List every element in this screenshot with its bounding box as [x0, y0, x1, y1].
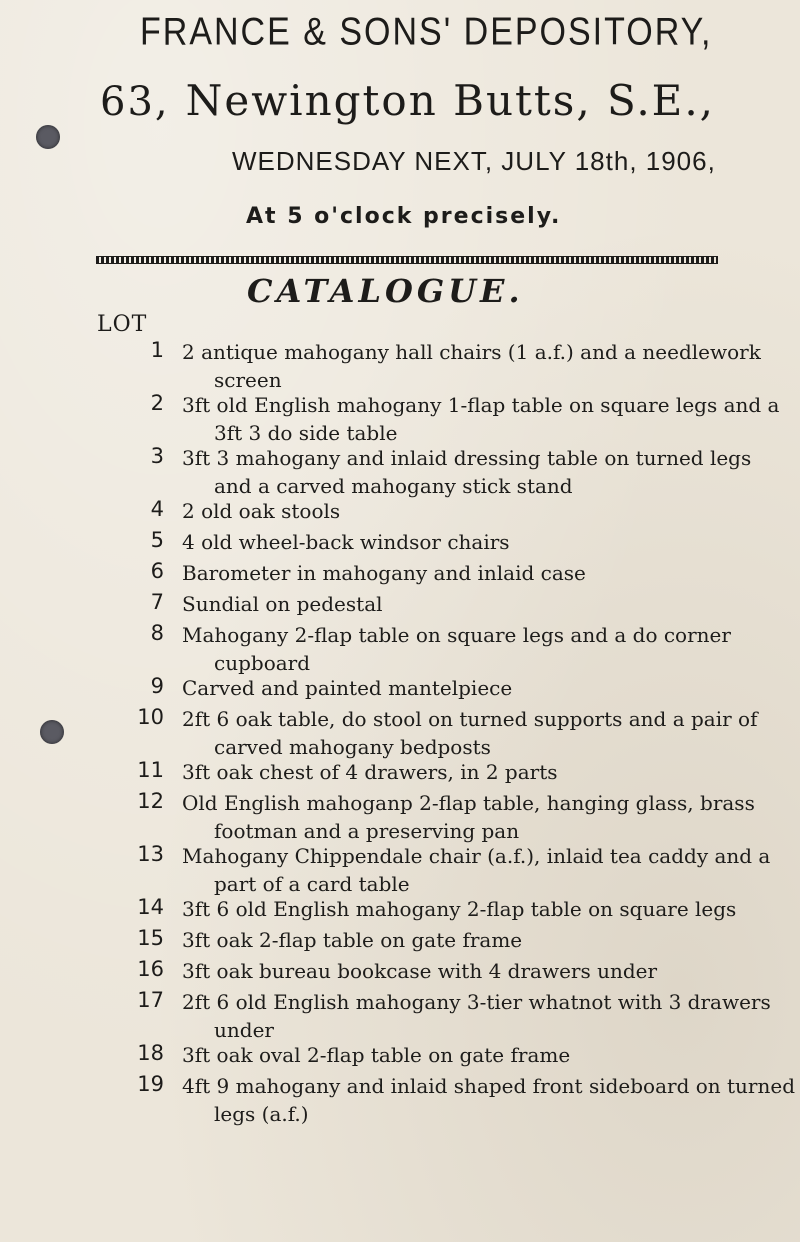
lot-description — [182, 528, 742, 556]
lot-description-line: part of a card table — [214, 872, 410, 896]
lot-number: 4 — [150, 497, 164, 521]
lot-description — [182, 559, 742, 587]
ornamental-rule — [96, 256, 718, 264]
lot-description-line: 3ft oak chest of 4 drawers, in 2 parts — [182, 760, 558, 784]
lot-description — [182, 758, 742, 786]
street-number: 63, — [100, 79, 170, 125]
lot-description-line: 2ft 6 oak table, do stool on turned supports and a pair of — [182, 707, 758, 731]
street-address: Newington Butts, S.E., — [185, 76, 716, 125]
lot-description-line: 2ft 6 old English mahogany 3-tier whatnot with 3 drawers — [182, 990, 771, 1014]
lot-description — [182, 497, 742, 525]
lot-description — [182, 674, 742, 702]
lot-description-line: Old English mahoganp 2-flap table, hanging glass, brass — [182, 791, 755, 815]
lot-description-line: 3ft oak oval 2-flap table on gate frame — [182, 1043, 571, 1067]
lot-description-line: Mahogany 2-flap table on square legs and a do corner — [182, 623, 731, 647]
lot-description — [182, 1041, 742, 1069]
sale-time: At 5 o'clock precisely. — [246, 204, 562, 229]
lot-description-line: 3ft old English mahogany 1-flap table on square legs and a — [182, 393, 780, 417]
lot-number: 18 — [137, 1041, 164, 1065]
lot-number: 16 — [137, 957, 164, 981]
lot-description — [182, 957, 742, 985]
lot-description-line: under — [214, 1018, 274, 1042]
catalogue-title: CATALOGUE. — [247, 272, 524, 310]
lot-description-line: and a carved mahogany stick stand — [214, 474, 573, 498]
lot-description-line: Barometer in mahogany and inlaid case — [182, 561, 586, 585]
lot-description-line: 2 old oak stools — [182, 499, 341, 523]
lot-description-line: footman and a preserving pan — [214, 819, 520, 843]
lot-description — [182, 926, 742, 954]
lot-description-line: 3ft 6 old English mahogany 2-flap table on square legs — [182, 897, 737, 921]
lot-description-line: Sundial on pedestal — [182, 592, 383, 616]
lot-description — [182, 789, 755, 845]
lot-number: 12 — [137, 789, 164, 813]
lot-description-line: legs (a.f.) — [214, 1102, 309, 1126]
lot-number: 2 — [150, 391, 164, 415]
lot-description-line: 3ft 3 do side table — [214, 421, 398, 445]
lot-description-line: 4ft 9 mahogany and inlaid shaped front sideboard on turned — [182, 1074, 796, 1098]
lot-description — [182, 621, 742, 677]
lot-description-line: 4 old wheel-back windsor chairs — [182, 530, 510, 554]
lot-number: 3 — [150, 444, 164, 468]
lot-number: 1 — [150, 338, 164, 362]
lot-number: 7 — [150, 590, 164, 614]
lot-number: 11 — [137, 758, 164, 782]
lot-description — [182, 444, 752, 500]
lot-description-line: 3ft 3 mahogany and inlaid dressing table on turned legs — [182, 446, 752, 470]
depository-name: FRANCE & SONS' DEPOSITORY, — [140, 10, 713, 54]
lot-description-line: 3ft oak bureau bookcase with 4 drawers under — [182, 959, 658, 983]
lot-description-line: 2 antique mahogany hall chairs (1 a.f.) and a needlework — [182, 340, 761, 364]
lot-description-line: cupboard — [214, 651, 311, 675]
lot-description — [182, 895, 742, 923]
lot-number: 8 — [150, 621, 164, 645]
lot-number: 13 — [137, 842, 164, 866]
lot-number: 15 — [137, 926, 164, 950]
lot-number: 9 — [150, 674, 164, 698]
binding-hole — [36, 125, 60, 149]
lot-column-heading: LOT — [97, 312, 148, 337]
lot-description — [182, 705, 758, 761]
binding-hole — [40, 720, 64, 744]
lot-description — [182, 1072, 796, 1128]
lot-description — [182, 988, 771, 1044]
lot-description — [182, 338, 761, 394]
lot-description-line: 3ft oak 2-flap table on gate frame — [182, 928, 523, 952]
lot-description-line: carved mahogany bedposts — [214, 735, 491, 759]
lot-number: 17 — [137, 988, 164, 1012]
address — [100, 76, 715, 125]
lot-description-line: Mahogany Chippendale chair (a.f.), inlaid tea caddy and a — [182, 844, 771, 868]
lot-number: 5 — [150, 528, 164, 552]
lot-description — [182, 391, 780, 447]
lot-number: 14 — [137, 895, 164, 919]
lot-description — [182, 590, 742, 618]
lot-description-line: Carved and painted mantelpiece — [182, 676, 513, 700]
lot-number: 6 — [150, 559, 164, 583]
sale-date: WEDNESDAY NEXT, JULY 18th, 1906, — [232, 146, 716, 176]
lot-number: 19 — [137, 1072, 164, 1096]
lot-description-line: screen — [214, 368, 282, 392]
lot-number: 10 — [137, 705, 164, 729]
lot-description — [182, 842, 771, 898]
